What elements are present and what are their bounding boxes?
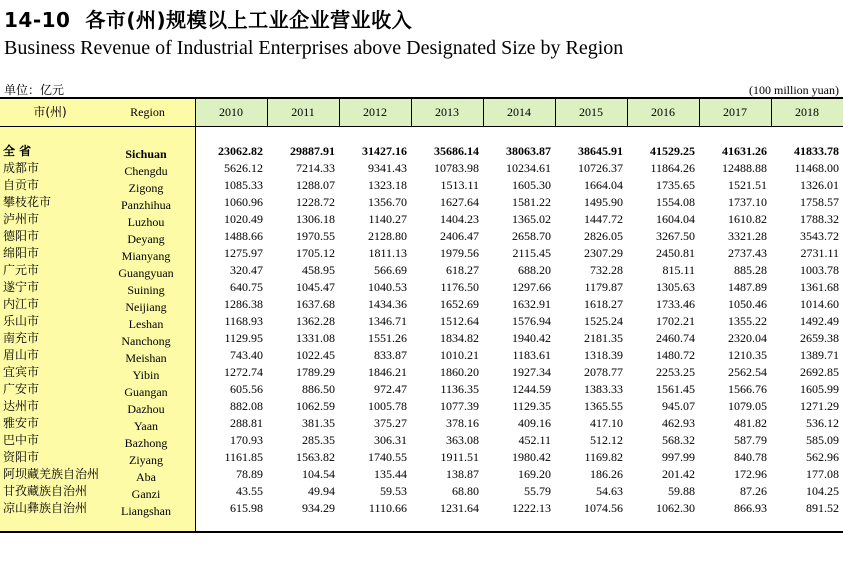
cell-value: 1275.97	[224, 246, 263, 260]
table-row	[0, 398, 843, 415]
cell-value: 1365.55	[584, 399, 623, 413]
cell-value: 891.52	[806, 501, 839, 515]
cell-value: 5626.12	[224, 161, 263, 175]
cell-value: 9341.43	[368, 161, 407, 175]
cell-value: 2658.70	[512, 229, 551, 243]
cell-value: 1060.96	[224, 195, 263, 209]
cell-region: Luzhou	[127, 215, 165, 229]
cell-value: 135.44	[374, 467, 407, 481]
cell-value: 1604.04	[656, 212, 695, 226]
table-row	[0, 245, 843, 262]
table-row-total	[0, 143, 843, 160]
cell-value: 866.93	[734, 501, 767, 515]
table-title-cn	[4, 4, 412, 33]
cell-region: Suining	[127, 283, 165, 297]
cell-value: 2181.35	[584, 331, 623, 345]
cell-value: 1297.66	[512, 280, 551, 294]
cell-value: 1492.49	[800, 314, 839, 328]
cell-city: 遂宁市	[3, 280, 40, 294]
cell-value: 1085.33	[224, 178, 263, 192]
cell-value: 1331.08	[296, 331, 335, 345]
cell-value: 1434.36	[368, 297, 407, 311]
cell-value: 104.25	[806, 484, 839, 498]
cell-value: 1811.13	[368, 246, 407, 260]
cell-value: 2562.54	[728, 365, 767, 379]
cell-value: 1050.46	[728, 297, 767, 311]
cell-value: 945.07	[662, 399, 695, 413]
cell-value: 1705.12	[296, 246, 335, 260]
cell-region: Meishan	[125, 351, 167, 365]
cell-value: 11864.26	[650, 161, 695, 175]
cell-value: 1003.78	[800, 263, 839, 277]
cell-value: 1005.78	[368, 399, 407, 413]
cell-value: 1733.46	[656, 297, 695, 311]
cell-value: 1062.30	[656, 501, 695, 515]
cell-value: 59.88	[668, 484, 695, 498]
cell-value: 87.26	[740, 484, 767, 498]
cell-value: 1346.71	[368, 314, 407, 328]
cell-value: 1834.82	[440, 331, 479, 345]
cell-value: 1272.74	[224, 365, 263, 379]
cell-value: 1860.20	[440, 365, 479, 379]
table-row	[0, 194, 843, 211]
cell-region: Guangan	[124, 385, 168, 399]
cell-region: Sichuan	[125, 147, 167, 161]
header-divider	[627, 98, 628, 127]
cell-region: Chengdu	[124, 164, 168, 178]
header-year: 2010	[219, 105, 243, 119]
cell-value: 458.95	[302, 263, 335, 277]
cell-value: 562.96	[806, 450, 839, 464]
cell-value: 481.82	[734, 416, 767, 430]
header-divider	[771, 98, 772, 127]
cell-value: 1286.38	[224, 297, 263, 311]
cell-value: 1140.27	[368, 212, 407, 226]
cell-value: 2450.81	[656, 246, 695, 260]
cell-value: 1525.24	[584, 314, 623, 328]
header-year: 2013	[435, 105, 459, 119]
header-divider	[699, 98, 700, 127]
table-row	[0, 432, 843, 449]
cell-value: 1605.30	[512, 178, 551, 192]
cell-value: 1040.53	[368, 280, 407, 294]
cell-value: 1074.56	[584, 501, 623, 515]
cell-value: 605.56	[230, 382, 263, 396]
cell-value: 452.11	[518, 433, 551, 447]
cell-region: Liangshan	[121, 504, 171, 518]
cell-value: 2115.45	[512, 246, 551, 260]
cell-value: 462.93	[662, 416, 695, 430]
cell-value: 320.47	[230, 263, 263, 277]
cell-value: 2826.05	[584, 229, 623, 243]
cell-value: 7214.33	[296, 161, 335, 175]
cell-value: 1702.21	[656, 314, 695, 328]
cell-value: 363.08	[446, 433, 479, 447]
cell-value: 885.28	[734, 263, 767, 277]
cell-value: 1179.87	[584, 280, 623, 294]
cell-value: 104.54	[302, 467, 335, 481]
cell-city: 德阳市	[3, 229, 40, 243]
table-row	[0, 262, 843, 279]
cell-value: 1169.82	[584, 450, 623, 464]
header-divider	[555, 98, 556, 127]
cell-value: 1610.82	[728, 212, 767, 226]
cell-value: 38063.87	[506, 144, 551, 158]
cell-value: 29887.91	[290, 144, 335, 158]
cell-value: 1735.65	[656, 178, 695, 192]
cell-value: 1487.89	[728, 280, 767, 294]
cell-value: 1561.45	[656, 382, 695, 396]
cell-value: 1389.71	[800, 348, 839, 362]
cell-city: 巴中市	[3, 433, 40, 447]
header-divider	[339, 98, 340, 127]
cell-region: Panzhihua	[121, 198, 171, 212]
cell-value: 1045.47	[296, 280, 335, 294]
cell-value: 381.35	[302, 416, 335, 430]
cell-value: 1183.61	[512, 348, 551, 362]
cell-value: 1758.57	[800, 195, 839, 209]
cell-value: 886.50	[302, 382, 335, 396]
cell-value: 1326.01	[800, 178, 839, 192]
cell-value: 2406.47	[440, 229, 479, 243]
cell-value: 1383.33	[584, 382, 623, 396]
cell-region: Deyang	[127, 232, 165, 246]
cell-value: 55.79	[524, 484, 551, 498]
cell-value: 1222.13	[512, 501, 551, 515]
cell-value: 1404.23	[440, 212, 479, 226]
cell-value: 585.09	[806, 433, 839, 447]
table-row	[0, 381, 843, 398]
table-row	[0, 313, 843, 330]
cell-value: 1447.72	[584, 212, 623, 226]
cell-value: 3543.72	[800, 229, 839, 243]
table-row	[0, 228, 843, 245]
table-row	[0, 279, 843, 296]
cell-value: 378.16	[446, 416, 479, 430]
cell-value: 1618.27	[584, 297, 623, 311]
cell-region: Aba	[136, 470, 156, 484]
cell-value: 2659.38	[800, 331, 839, 345]
cell-city: 全 省	[3, 144, 32, 158]
cell-value: 833.87	[374, 348, 407, 362]
cell-region: Bazhong	[124, 436, 168, 450]
cell-region: Yibin	[132, 368, 160, 382]
unit-label-cn: 单位：亿元	[4, 83, 65, 97]
cell-value: 536.12	[806, 416, 839, 430]
cell-value: 2253.25	[656, 365, 695, 379]
cell-value: 1521.51	[728, 178, 767, 192]
cell-value: 1136.35	[440, 382, 479, 396]
cell-value: 1788.32	[800, 212, 839, 226]
cell-value: 2307.29	[584, 246, 623, 260]
cell-value: 1911.51	[440, 450, 479, 464]
cell-value: 1512.64	[440, 314, 479, 328]
cell-value: 1077.39	[440, 399, 479, 413]
cell-value: 1365.02	[512, 212, 551, 226]
cell-city: 达州市	[3, 399, 40, 413]
cell-value: 1480.72	[656, 348, 695, 362]
cell-value: 417.10	[590, 416, 623, 430]
cell-value: 1361.68	[800, 280, 839, 294]
cell-value: 972.47	[374, 382, 407, 396]
cell-value: 1652.69	[440, 297, 479, 311]
cell-value: 512.12	[590, 433, 623, 447]
cell-value: 1566.76	[728, 382, 767, 396]
cell-city: 自贡市	[3, 178, 40, 192]
cell-value: 1581.22	[512, 195, 551, 209]
table-bottom-rule	[0, 531, 843, 533]
cell-value: 732.28	[590, 263, 623, 277]
cell-value: 2460.74	[656, 331, 695, 345]
cell-value: 568.32	[662, 433, 695, 447]
cell-value: 1323.18	[368, 178, 407, 192]
cell-value: 11468.00	[794, 161, 839, 175]
cell-value: 1980.42	[512, 450, 551, 464]
cell-value: 1495.90	[584, 195, 623, 209]
cell-city: 广安市	[3, 382, 40, 396]
cell-value: 1244.59	[512, 382, 551, 396]
cell-value: 1129.95	[224, 331, 263, 345]
header-region: Region	[130, 105, 165, 119]
cell-city: 资阳市	[3, 450, 40, 464]
cell-value: 1554.08	[656, 195, 695, 209]
header-year: 2017	[723, 105, 747, 119]
header-year: 2011	[291, 105, 315, 119]
table-row	[0, 177, 843, 194]
cell-value: 997.99	[662, 450, 695, 464]
cell-value: 1355.22	[728, 314, 767, 328]
cell-value: 169.20	[518, 467, 551, 481]
cell-city: 宜宾市	[3, 365, 40, 379]
cell-value: 615.98	[230, 501, 263, 515]
cell-value: 41529.25	[650, 144, 695, 158]
cell-value: 1271.29	[800, 399, 839, 413]
cell-value: 68.80	[452, 484, 479, 498]
cell-value: 49.94	[308, 484, 335, 498]
cell-value: 743.40	[230, 348, 263, 362]
table-row	[0, 160, 843, 177]
table-row	[0, 466, 843, 483]
cell-value: 1079.05	[728, 399, 767, 413]
header-divider	[411, 98, 412, 127]
cell-value: 2731.11	[800, 246, 839, 260]
table-row	[0, 415, 843, 432]
cell-value: 306.31	[374, 433, 407, 447]
header-divider	[483, 98, 484, 127]
cell-value: 1846.21	[368, 365, 407, 379]
cell-value: 375.27	[374, 416, 407, 430]
cell-city: 攀枝花市	[3, 195, 52, 209]
header-year: 2014	[507, 105, 531, 119]
cell-city: 内江市	[3, 297, 40, 311]
cell-region: Ganzi	[131, 487, 161, 501]
cell-city: 广元市	[3, 263, 40, 277]
cell-value: 2128.80	[368, 229, 407, 243]
cell-value: 1927.34	[512, 365, 551, 379]
cell-value: 23062.82	[218, 144, 263, 158]
cell-value: 688.20	[518, 263, 551, 277]
cell-value: 1228.72	[296, 195, 335, 209]
cell-city: 雅安市	[3, 416, 40, 430]
cell-value: 409.16	[518, 416, 551, 430]
cell-value: 2078.77	[584, 365, 623, 379]
cell-value: 1014.60	[800, 297, 839, 311]
cell-value: 59.53	[380, 484, 407, 498]
cell-value: 10783.98	[434, 161, 479, 175]
cell-region: Leshan	[128, 317, 164, 331]
cell-value: 618.27	[446, 263, 479, 277]
cell-value: 1563.82	[296, 450, 335, 464]
cell-value: 41833.78	[794, 144, 839, 158]
cell-region: Neijiang	[125, 300, 167, 314]
cell-value: 12488.88	[722, 161, 767, 175]
cell-value: 35686.14	[434, 144, 479, 158]
cell-value: 1576.94	[512, 314, 551, 328]
table-row	[0, 211, 843, 228]
header-year: 2012	[363, 105, 387, 119]
cell-city: 凉山彝族自治州	[3, 501, 88, 515]
table-row	[0, 296, 843, 313]
cell-city: 乐山市	[3, 314, 40, 328]
cell-region: Guangyuan	[118, 266, 174, 280]
table-row	[0, 364, 843, 381]
cell-value: 587.79	[734, 433, 767, 447]
cell-value: 1789.29	[296, 365, 335, 379]
table-title-en: Business Revenue of Industrial Enterprises above Designated Size by Region	[4, 37, 624, 59]
table-number: 14-10	[4, 8, 71, 32]
header-year: 2015	[579, 105, 603, 119]
cell-value: 3267.50	[656, 229, 695, 243]
cell-value: 10726.37	[578, 161, 623, 175]
cell-value: 1940.42	[512, 331, 551, 345]
cell-city: 阿坝藏羌族自治州	[3, 467, 100, 481]
header-city: 市(州)	[33, 105, 67, 119]
cell-value: 1637.68	[296, 297, 335, 311]
unit-label-en: (100 million yuan)	[749, 83, 839, 97]
cell-city: 眉山市	[3, 348, 40, 362]
cell-city: 成都市	[3, 161, 40, 175]
cell-value: 934.29	[302, 501, 335, 515]
cell-value: 186.26	[590, 467, 623, 481]
cell-value: 31427.16	[362, 144, 407, 158]
cell-value: 1551.26	[368, 331, 407, 345]
cell-region: Mianyang	[121, 249, 171, 263]
cell-value: 1632.91	[512, 297, 551, 311]
cell-region: Zigong	[128, 181, 164, 195]
cell-value: 1231.64	[440, 501, 479, 515]
cell-region: Dazhou	[127, 402, 165, 416]
header-year: 2018	[795, 105, 819, 119]
cell-city: 绵阳市	[3, 246, 40, 260]
cell-value: 1022.45	[296, 348, 335, 362]
cell-value: 43.55	[236, 484, 263, 498]
table-row	[0, 449, 843, 466]
table-row	[0, 330, 843, 347]
cell-value: 170.93	[230, 433, 263, 447]
cell-value: 78.89	[236, 467, 263, 481]
cell-value: 2692.85	[800, 365, 839, 379]
cell-value: 1161.85	[224, 450, 263, 464]
cell-value: 1020.49	[224, 212, 263, 226]
cell-value: 1356.70	[368, 195, 407, 209]
cell-value: 1168.93	[224, 314, 263, 328]
cell-value: 285.35	[302, 433, 335, 447]
cell-value: 1979.56	[440, 246, 479, 260]
cell-value: 1318.39	[584, 348, 623, 362]
cell-value: 2320.04	[728, 331, 767, 345]
cell-value: 54.63	[596, 484, 623, 498]
cell-city: 南充市	[3, 331, 40, 345]
cell-value: 201.42	[662, 467, 695, 481]
cell-value: 1305.63	[656, 280, 695, 294]
cell-value: 566.69	[374, 263, 407, 277]
table-row	[0, 347, 843, 364]
cell-value: 1664.04	[584, 178, 623, 192]
cell-value: 38645.91	[578, 144, 623, 158]
table-row	[0, 483, 843, 500]
cell-region: Nanchong	[121, 334, 171, 348]
cell-value: 1176.50	[440, 280, 479, 294]
cell-value: 172.96	[734, 467, 767, 481]
cell-value: 2737.43	[728, 246, 767, 260]
header-year: 2016	[651, 105, 675, 119]
cell-value: 1110.66	[368, 501, 407, 515]
cell-value: 1010.21	[440, 348, 479, 362]
cell-value: 1970.55	[296, 229, 335, 243]
cell-value: 1210.35	[728, 348, 767, 362]
cell-value: 10234.61	[506, 161, 551, 175]
cell-region: Yaan	[133, 419, 159, 433]
cell-value: 1737.10	[728, 195, 767, 209]
cell-value: 177.08	[806, 467, 839, 481]
cell-value: 882.08	[230, 399, 263, 413]
cell-value: 138.87	[446, 467, 479, 481]
cell-value: 840.78	[734, 450, 767, 464]
header-divider	[267, 98, 268, 127]
table-row	[0, 500, 843, 517]
cell-value: 1129.35	[512, 399, 551, 413]
cell-value: 41631.26	[722, 144, 767, 158]
cell-value: 288.81	[230, 416, 263, 430]
cell-value: 640.75	[230, 280, 263, 294]
cell-value: 1740.55	[368, 450, 407, 464]
cell-value: 815.11	[662, 263, 695, 277]
cell-value: 3321.28	[728, 229, 767, 243]
cell-city: 泸州市	[3, 212, 40, 226]
cell-value: 1306.18	[296, 212, 335, 226]
cell-value: 1062.59	[296, 399, 335, 413]
cell-region: Ziyang	[129, 453, 163, 467]
cell-value: 1627.64	[440, 195, 479, 209]
table-title-cn-text: 各市(州)规模以上工业企业营业收入	[85, 8, 413, 32]
cell-value: 1513.11	[440, 178, 479, 192]
cell-city: 甘孜藏族自治州	[3, 484, 88, 498]
cell-value: 1362.28	[296, 314, 335, 328]
cell-value: 1488.66	[224, 229, 263, 243]
cell-value: 1288.07	[296, 178, 335, 192]
cell-value: 1605.99	[800, 382, 839, 396]
